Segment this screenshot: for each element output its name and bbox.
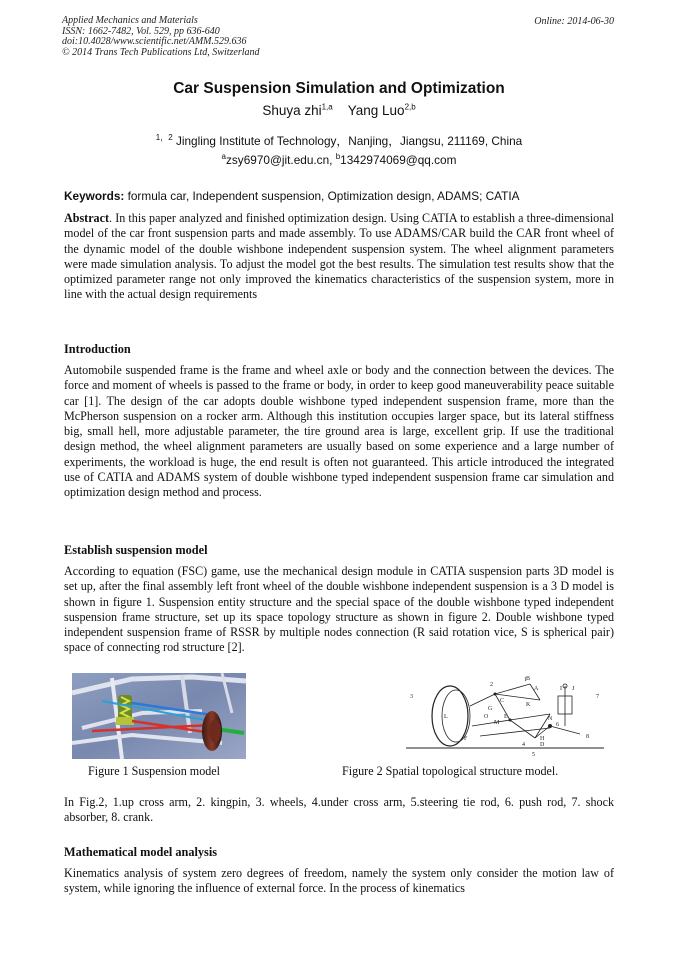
topology-drawing [400,676,610,758]
author-name: Yang Luo [347,103,405,118]
author-list [0,103,678,118]
diagram-label: 5 [532,752,535,758]
email-sup: b [335,152,341,162]
doi-line: doi:10.4028/www.scientific.net/AMM.529.636 [62,36,247,48]
suspension-model-image [72,673,246,759]
keywords-label: Keywords: [64,189,125,203]
issn-line: ISSN: 1662-7482, Vol. 529, pp 636-640 [62,25,220,37]
abstract-label: Abstract [64,211,110,225]
figure-1-caption: Figure 1 Suspension model [88,764,221,778]
diagram-label: L [444,714,448,720]
diagram-label: D [540,742,545,748]
diagram-label: A [534,686,539,692]
diagram-label: N [548,716,553,722]
diagram-label: J [572,686,575,692]
diagram-label: 8 [586,734,589,740]
diagram-label: M [494,720,500,726]
journal-name: Applied Mechanics and Materials [62,15,198,26]
figure-2-caption: Figure 2 Spatial topological structure model. [342,764,559,778]
figure-1-suspension-model [72,673,246,759]
affiliation-text: Jingling Institute of Technology，Nanjing，Jiangsu, 211169, China [175,134,523,148]
establish-paragraph: According to equation (FSC) game, use the mechanical design module in CATIA suspension parts 3D model is set up, after the final assembly left front wheel of the double wishbone independent suspension is a 3 D model is shown in figure 1. Suspension entity structure and the special space of the double wishbone typed independent suspension frame structure, set up its space topology structure as shown in figure 2. Double wishbone typed independent suspension frame of RSSR by multiple nodes connection (R said rotation vice, S is spherical pair) space of connecting rod structure [2]. [64,564,614,655]
email-link[interactable]: 1342974069@qq.com [340,153,457,167]
copyright-line: © 2014 Trans Tech Publications Ltd, Switzerland [62,46,260,58]
diagram-label: G [488,706,493,712]
paper-title: Car Suspension Simulation and Optimization [173,80,505,97]
diagram-label: 6 [556,722,559,728]
diagram-label: B [526,676,531,682]
diagram-label: O [484,714,489,720]
affiliation [0,132,678,149]
figure-legend-paragraph: In Fig.2, 1.up cross arm, 2. kingpin, 3. wheels, 4.under cross arm, 5.steering tie rod, 6. push rod, 7. shock absorber, 8. crank. [64,795,614,825]
abstract-text: . In this paper analyzed and finished optimization design. Using CATIA to establish a three-dimensional model of the car front suspension parts and made assembly. To use ADAMS/CAR build the CAR front wheel of the dynamic model of the double wishbone independent suspension system. The wheel alignment parameters were made simulation analysis. To adjust the model got the best results. The simulation test results show that the optimized parameter range not only improved the kinematics characteristics of the suspension system, more in line with the actual design requirements [64,211,614,302]
diagram-label: 1 [524,677,527,683]
author-sup: 2,b [404,102,416,112]
section-heading-establish: Establish suspension model [64,543,208,557]
diagram-label: 2 [490,682,493,688]
diagram-label: C [500,698,505,704]
email-sup: a [221,152,226,162]
affiliation-sup: 1，2 [155,133,173,143]
email-link[interactable]: zsy6970@jit.edu.cn, [226,153,333,167]
diagram-label: F [464,736,468,742]
online-date: Online: 2014-06-30 [534,16,614,27]
diagram-label: E [504,714,508,720]
diagram-label: I [560,686,562,692]
abstract [64,211,614,303]
section-heading-math: Mathematical model analysis [64,845,218,859]
diagram-label: 7 [596,694,599,700]
diagram-label: K [526,702,531,708]
diagram-label: 4 [522,742,525,748]
keywords [64,189,624,203]
math-paragraph: Kinematics analysis of system zero degrees of freedom, namely the system only consider the motion law of system, while ignoring the influence of external force. In the process of kinematics [64,866,614,896]
diagram-label: H [540,736,545,742]
author-sup: 1,a [321,102,333,112]
author-name: Shuya zhi [262,103,322,118]
keywords-text: formula car, Independent suspension, Optimization design, ADAMS; CATIA [127,189,520,203]
email-list [0,153,678,167]
section-heading-introduction: Introduction [64,342,131,356]
publication-header [62,16,260,58]
diagram-label: 3 [410,694,413,700]
figure-2-topology-diagram [400,676,610,758]
introduction-paragraph: Automobile suspended frame is the frame and wheel axle or body and the connection between the devices. The force and moment of wheels is passed to the frame or body, in order to keep good maneuverability peace suitable car [1]. The design of the car adopts double wishbone typed independent suspension frame, more than the McPherson suspension on a rocker arm. Although this institution occupies larger space, but its lateral stiffness big, small hell, more adjustable parameter, the tire ground area is large, excellent grip. If use the traditional design method, the wheel alignment parameters are usually based on some experience and a large number of experiments, the workload is huge, the end result is often not guaranteed. This article introduced the integrated use of CATIA and ADAMS system of double wishbone typed independent suspension frame car simulation and optimization design method and process. [64,363,614,500]
